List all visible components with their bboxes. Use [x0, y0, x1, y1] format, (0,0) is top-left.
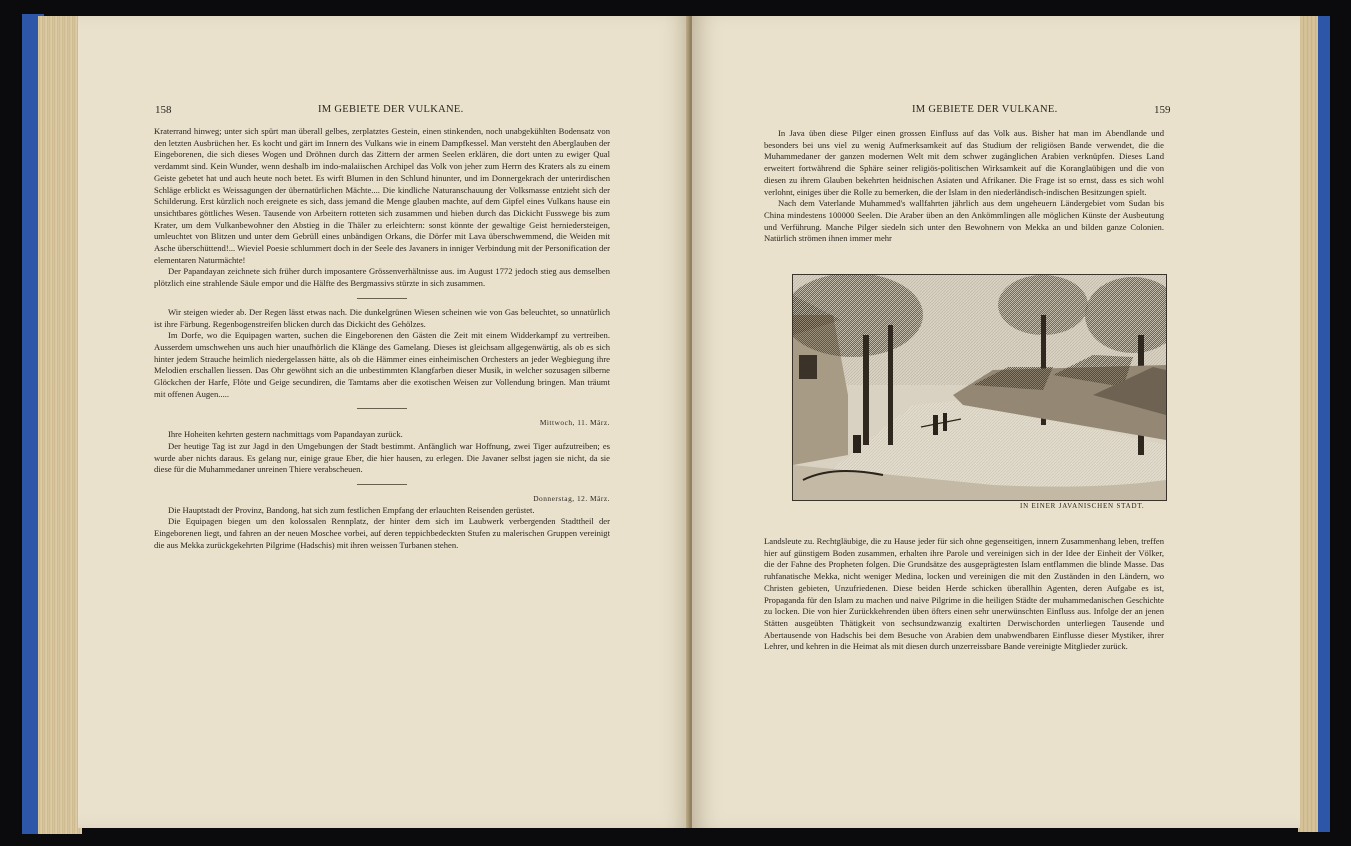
left-page: [78, 16, 690, 828]
right-page-number: 159: [1154, 104, 1171, 116]
paragraph: Ihre Hoheiten kehrten gestern nachmittags vom Papandayan zurück.: [168, 429, 403, 440]
left-page-number: 158: [155, 104, 172, 116]
diary-date: Mittwoch, 11. März.: [539, 418, 610, 428]
section-divider: [357, 408, 407, 409]
right-page-body-bottom: [764, 536, 1164, 653]
javanese-town-engraving: [793, 275, 1166, 500]
paragraph: Kraterrand hinweg; unter sich spürt man überall gelbes, zerplatztes Gestein, einen stinkenden, noch unabgekühlten Bodensatz von den letzten Ausbrüchen her. Es kocht und gärt im Innern des Vulkans wie in einem Dampfkessel. Man versteht den Aberglauben der Eingeborenen, die sich dieses Wogen und Dröhnen durch das Zittern der armen Seelen erklären, die dort unten zu ewiger Qual verdammt sind. Kein Wunder, wenn deshalb im indo-malaiischen Archipel das Volk von jeher zum Herrn des Kraters als zu einem Geiste gebetet hat und auch heute noch betet. Es wirft Blumen in den Schlund hinunter, und im Donnergekrach der unterirdischen Schläge erblickt es Weissagungen der übernatürlichen Mächte.... Die kindliche Naturanschauung der Volksmasse entzieht sich der Schilderung. Erst kürzlich noch ereignete es sich, dass jemand die Menge glauben machte, auf dem Gipfel eines Vulkans hause ein unsichtbares göttliches Wesen. Tausende von Arbeitern rotteten sich zusammen und hieben durch das Dickicht Fusswege bis zum Krater, um dem Vulkanbewohner den Abstieg in die Thäler zu erleichtern: sonst könnte der gewaltige Geist herniedersteigen, umleuchtet von Blitzen und unter dem Gebrüll eines unbändigen Orkans, die Dörfer mit Lava überschwemmend, die Weiden mit Asche überschüttend!... Wieviel Poesie schlummert doch in der Seele des Javaners in inniger Verbindung mit der Personification der elementaren Naturmächte!: [154, 126, 610, 265]
paragraph: Im Dorfe, wo die Equipagen warten, suchen die Eingeborenen den Gästen die Zeit mit einem Widderkampf zu vertreiben. Ausserdem umschwehen uns auch hier unaufhörlich die Klänge des Gamelang. Dieses ist gleichsam allgegenwärtig, als ob es sich hinter jedem Strauche heimlich niedergelassen hätte, als ob die Hämmer eines einheimischen Orchesters an jeder Wegbiegung ihre Melodien erschallen liessen. Das Ohr gewöhnt sich an die unbestimmten Klangfarben dieser Musik, in welcher sozusagen silberne Glöckchen der Harfe, Flöte und Geige secundiren, die Tamtams aber die exotischen Weisen zur Vollendung bringen. Man träumt mit offenen Augen.....: [154, 330, 610, 399]
paragraph: In Java üben diese Pilger einen grossen Einfluss auf das Volk aus. Bisher hat man im Abendlande und besonders bei uns viel zu wenig Aufmerksamkeit auf das Studium der religiösen Bande verwendet, die die Muhammedaner der ganzen modernen Welt mit dem schwer zugänglichen Arabien verknüpfen. Dieses Land erweitert fortwährend die Sphäre seiner religiös-politischen Wirksamkeit auf die Koranglaübigen und die von diesen zu ihrem Glauben bekehrten heidnischen Asiaten und Afrikaner. Die Frage ist so ernst, dass es sich wohl verlohnt, einiges über die Rolle zu bemerken, die der Islam in den niederländisch-indischen Besitzungen spielt.: [764, 128, 1164, 197]
page-edges-left: [38, 16, 82, 834]
diary-date: Donnerstag, 12. März.: [533, 493, 610, 503]
paragraph: Die Hauptstadt der Provinz, Bandong, hat sich zum festlichen Empfang der erlauchten Reisenden gerüstet.: [168, 504, 535, 515]
paragraph: Wir steigen wieder ab. Der Regen lässt etwas nach. Die dunkelgrünen Wiesen scheinen wie von Gas beleuchtet, so unnatürlich ist ihre Färbung. Regenbogenstreifen blicken durch das Dickicht des Gehölzes.: [154, 306, 610, 329]
paragraph: Landsleute zu. Rechtgläubige, die zu Hause jeder für sich ohne gegenseitigen, innern Zusammenhang leben, treffen hier auf günstigem Boden zusammen, erhalten ihre Parole und vereinigen sich in der Idee der Einheit der Völker, die der Fahne des Propheten folgen. Die Grundsätze des ausgeprägtesten Islam entflammen die blinde Masse. Das ruhfanatische Mekka, nicht weniger Medina, locken und vereinigen die mit den Zuständen in den Ländern, wo Christen gebieten, Unzufriedenen. Diese beiden Herde schicken überallhin Agenten, deren Aufgabe es ist, Propaganda für den Islam zu machen und naive Pilgrime in die heiligen Städte der muhammedanischen Geschichte zu locken. Die von hier Zurückkehrenden üben öfters einen sehr unerwünschten Einfluss aus. Infolge der an jenen Stätten ausgeübten Thätigkeit von sechsundzwanzig exaltirten Derwischorden unterliegen Tausende und Abertausende von Hadschis bei dem Besuche von Arabien dem unabwendbaren Einflusse dieser Mystiker, ihrer Lehrer, und kehren in die Heimat als mit diesen durch unzerreissbare Bande vereinigte Mitglieder zurück.: [764, 536, 1164, 652]
section-divider: [357, 484, 407, 485]
illustration-caption: IN EINER JAVANISCHEN STADT.: [1020, 502, 1145, 510]
section-divider: [357, 298, 407, 299]
left-page-body: [154, 126, 610, 552]
paragraph: Nach dem Vaterlande Muhammed's wallfahrten jährlich aus dem ungeheuern Ländergebiet vom Sudan bis China mindestens 100000 Seelen. Die Araber üben an den Ankömmlingen alle möglichen Künste der Ausbeutung und Verführung. Manche Pilger siedeln sich unter den Bewohnern von Mekka an und bilden ganze Colonien. Natürlich strömen ihnen immer mehr: [764, 198, 1164, 244]
book-cover-right: [1316, 16, 1330, 832]
right-page: [692, 16, 1300, 828]
paragraph: Die Equipagen biegen um den kolossalen Rennplatz, der hinter dem sich im Laubwerk verbergenden Stadttheil der Eingeborenen liegt, und fahren an der neuen Moschee vorbei, auf deren teppichbedeckten Stufen zu malerischen Gruppen vereinigt die aus Mekka zurückgekehrten Pilgrime (Hadschis) mit ihren weissen Turbanen stehen.: [154, 516, 610, 550]
right-running-head: IM GEBIETE DER VULKANE.: [912, 104, 1058, 115]
right-page-body-top: [764, 128, 1164, 245]
paragraph: Der Papandayan zeichnete sich früher durch imposantere Grössenverhältnisse aus. im August 1772 jedoch stieg aus demselben plötzlich eine strahlende Säule empor und die Hälfte des Bergmassivs stürzte in sich zusammen.: [154, 266, 610, 289]
left-running-head: IM GEBIETE DER VULKANE.: [318, 104, 464, 115]
street-illustration: [792, 274, 1167, 501]
paragraph: Der heutige Tag ist zur Jagd in den Umgebungen der Stadt bestimmt. Anfänglich war Hoffnung, zwei Tiger aufzutreiben; es wurde aber nichts daraus. Es gelang nur, einige graue Eber, die hier hausen, zu erlegen. Die Javaner selbst jagen sie nicht, da sie diese für die Muhammedaner unreinen Thiere verabscheuen.: [154, 440, 610, 475]
page-edges-right: [1298, 16, 1318, 832]
